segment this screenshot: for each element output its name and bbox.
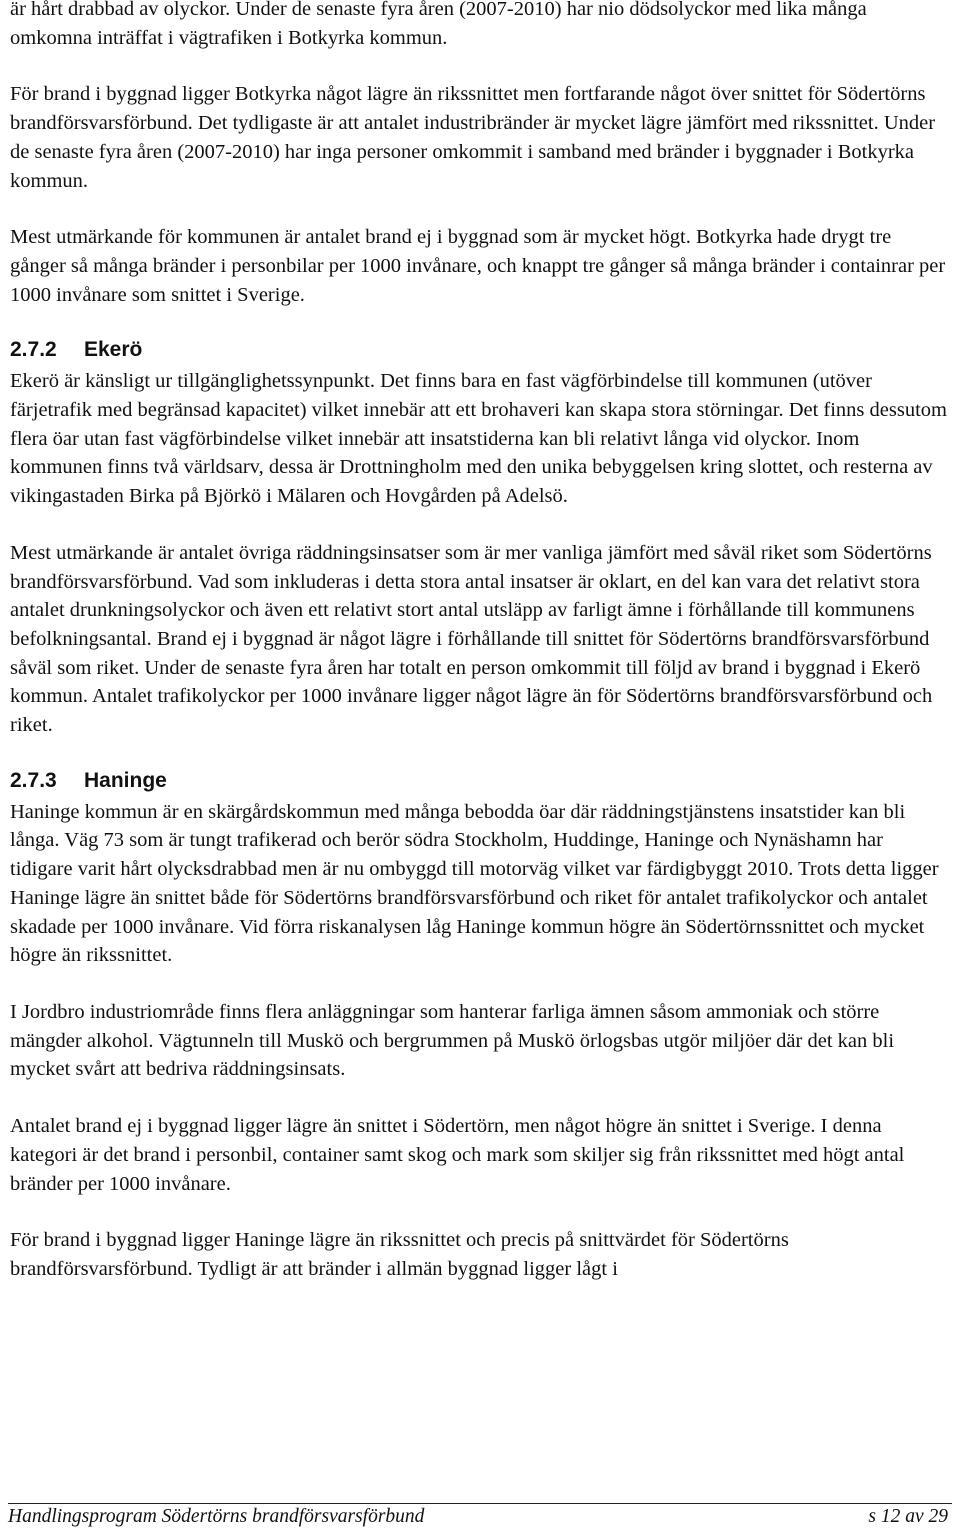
paragraph-haninge-building-fires: För brand i byggnad ligger Haninge lägre än rikssnittet och precis på snittvärdet för Södertörns brandförsvarsförbund. Tydligt är att bränder i allmän byggnad ligger lågt i — [10, 1229, 789, 1280]
document-page — [10, 0, 950, 1312]
section-title: Haninge — [84, 768, 167, 792]
paragraph-haninge-outdoor-fires: Antalet brand ej i byggnad ligger lägre än snittet i Södertörn, men något högre än snittet i Sverige. I denna kategori är det brand i personbil, container samt skog och mark som skiljer sig från rikssnittet med högt antal bränder per 1000 invånare. — [10, 1115, 905, 1195]
paragraph-botkyrka-outdoor-fires: Mest utmärkande för kommunen är antalet brand ej i byggnad som är mycket högt. Botkyrka hade drygt tre gånger så många bränder i personbilar per 1000 invånare, och knappt tre gånger så många bränder i containrar per 1000 invånare som snittet i Sverige. — [10, 226, 946, 306]
section-heading-haninge — [10, 768, 950, 794]
section-title: Ekerö — [84, 338, 143, 362]
footer-document-title: Handlingsprogram Södertörns brandförsvarsförbund — [8, 1506, 425, 1527]
paragraph-botkyrka-traffic: är hårt drabbad av olyckor. Under de senaste fyra åren (2007-2010) har nio dödsolyckor med lika många omkomna inträffat i vägtrafiken i Botkyrka kommun. — [10, 0, 867, 49]
paragraph-botkyrka-building-fires: För brand i byggnad ligger Botkyrka något lägre än rikssnittet men fortfarande något över snittet för Södertörns brandförsvarsförbund. Det tydligaste är att antalet industribränder är mycket lägre jämfört med rikssnittet. Under de senaste fyra åren (2007-2010) har inga personer omkommit i samband med bränder i byggnader i Botkyrka kommun. — [10, 83, 936, 192]
footer-page-number: s 12 av 29 — [868, 1506, 948, 1527]
paragraph-haninge-archipelago: Haninge kommun är en skärgårdskommun med många bebodda öar där räddningstjänstens insatstider kan bli långa. Väg 73 som är tungt trafikerad och berör södra Stockholm, Huddinge, Haninge och Nynäshamn har tidigare varit hårt olycksdrabbad men är nu ombyggd till motorväg vilket var färdigbyggt 2010. Trots detta ligger Haninge lägre än snittet både för Södertörns brandförsvarsförbund och riket för antalet trafikolyckor och antalet skadade per 1000 invånare. Vid förra riskanalysen låg Haninge kommun högre än Södertörnssnittet och mycket högre än rikssnittet. — [10, 800, 939, 967]
paragraph-ekero-accessibility: Ekerö är känsligt ur tillgänglighetssynpunkt. Det finns bara en fast vägförbindelse till kommunen (utöver färjetrafik med begränsad kapacitet) vilket innebär att ett brohaveri kan skapa stora störningar. Det finns dessutom flera öar utan fast vägförbindelse vilket innebär att insatstiderna kan bli relativt långa vid olyckor. Inom kommunen finns två världsarv, dessa är Drottningholm med den unika bebyggelsen kring slottet, och resterna av vikingastaden Birka på Björkö i Mälaren och Hovgården på Adelsö. — [10, 370, 947, 508]
paragraph-ekero-rescue-operations: Mest utmärkande är antalet övriga räddningsinsatser som är mer vanliga jämfört med såväl riket som Södertörns brandförsvarsförbund. Vad som inkluderas i detta stora antal insatser är oklart, en del kan vara det relativt stora antalet drunkningsolyckor och även ett relativt stort antal utsläpp av farligt ämne i förhållande till kommunens befolkningsantal. Brand ej i byggnad är något lägre i förhållande till snittet för Södertörns brandförsvarsförbund såväl som riket. Under de senaste fyra åren har totalt en person omkommit till följd av brand i byggnad i Ekerö kommun. Antalet trafikolyckor per 1000 invånare ligger något lägre än för Södertörns brandförsvarsförbund och riket. — [10, 541, 933, 737]
page-footer — [8, 1503, 952, 1528]
section-number: 2.7.2 — [10, 338, 57, 362]
section-heading-ekero — [10, 337, 950, 363]
paragraph-haninge-jordbro: I Jordbro industriområde finns flera anläggningar som hanterar farliga ämnen såsom ammoniak och större mängder alkohol. Vägtunneln till Muskö och bergrummen på Muskö örlogsbas utgör miljöer där det kan bli mycket svårt att bedriva räddningsinsats. — [10, 1000, 895, 1081]
section-number: 2.7.3 — [10, 768, 57, 792]
